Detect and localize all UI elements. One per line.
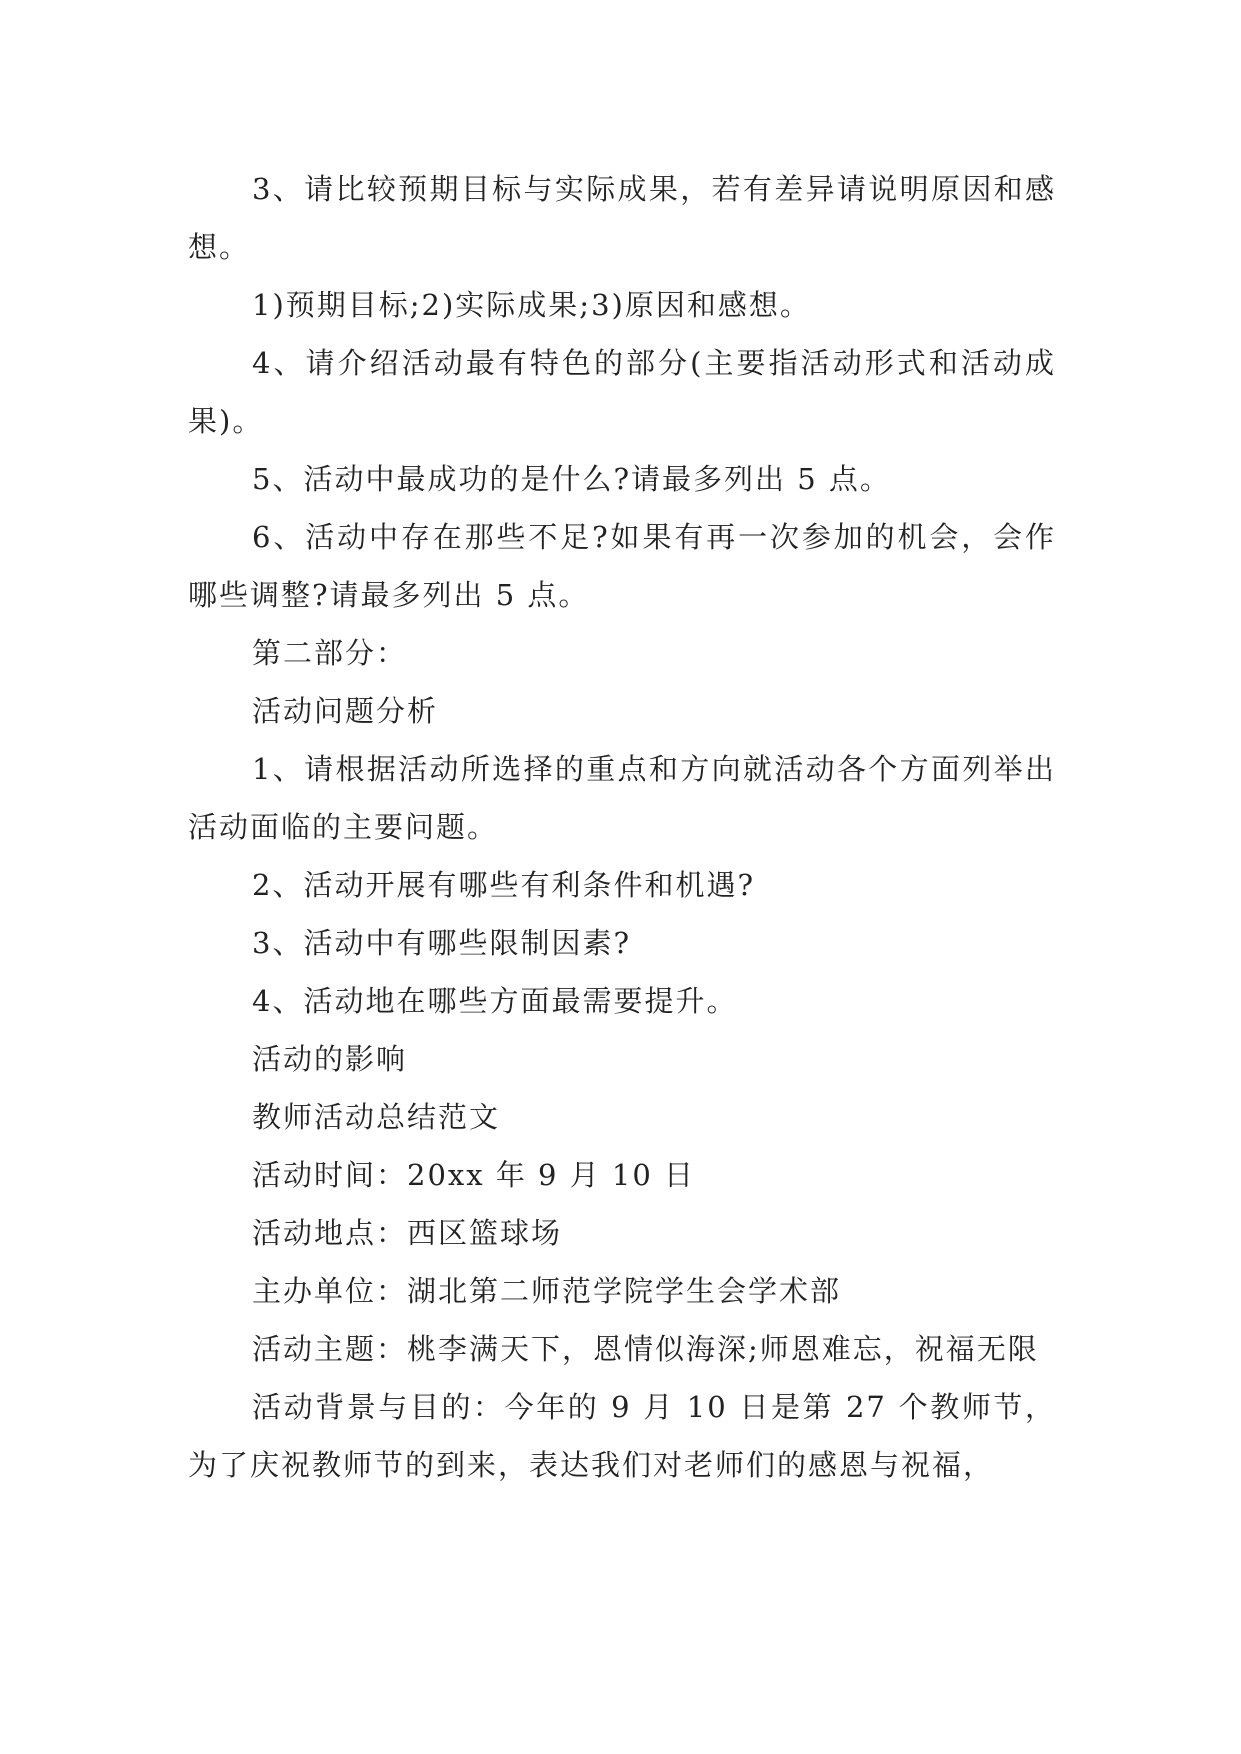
document-subtitle: 教师活动总结范文 (252, 1100, 501, 1134)
paragraph-opportunities: 2、活动开展有哪些有利条件和机遇? (252, 868, 755, 902)
event-time: 活动时间：20xx 年 9 月 10 日 (252, 1158, 696, 1192)
document-body (188, 160, 1056, 1494)
paragraph-goal-items: 1)预期目标;2)实际成果;3)原因和感想。 (252, 288, 811, 322)
section-heading-impact: 活动的影响 (252, 1042, 408, 1076)
paragraph-constraints: 3、活动中有哪些限制因素? (252, 926, 631, 960)
event-background: 活动背景与目的：今年的 9 月 10 日是第 27 个教师节，为了庆祝教师节的到来，表达我们对老师们的感恩与祝福， (188, 1390, 1056, 1482)
section-heading-problem-analysis: 活动问题分析 (252, 694, 439, 728)
event-theme: 活动主题：桃李满天下，恩情似海深;师恩难忘，祝福无限 (252, 1332, 1039, 1366)
paragraph-shortcomings: 6、活动中存在那些不足?如果有再一次参加的机会，会作哪些调整?请最多列出 5 点。 (188, 520, 1056, 612)
paragraph-improvement: 4、活动地在哪些方面最需要提升。 (252, 984, 738, 1018)
event-location: 活动地点：西区篮球场 (252, 1216, 563, 1250)
paragraph-success: 5、活动中最成功的是什么?请最多列出 5 点。 (252, 462, 891, 496)
paragraph-features: 4、请介绍活动最有特色的部分(主要指活动形式和活动成果)。 (188, 346, 1056, 438)
paragraph-compare-goals: 3、请比较预期目标与实际成果，若有差异请说明原因和感想。 (188, 172, 1056, 264)
section-heading-part-two: 第二部分： (252, 636, 408, 670)
event-organizer: 主办单位：湖北第二师范学院学生会学术部 (252, 1274, 842, 1308)
paragraph-main-problems: 1、请根据活动所选择的重点和方向就活动各个方面列举出活动面临的主要问题。 (188, 752, 1056, 844)
